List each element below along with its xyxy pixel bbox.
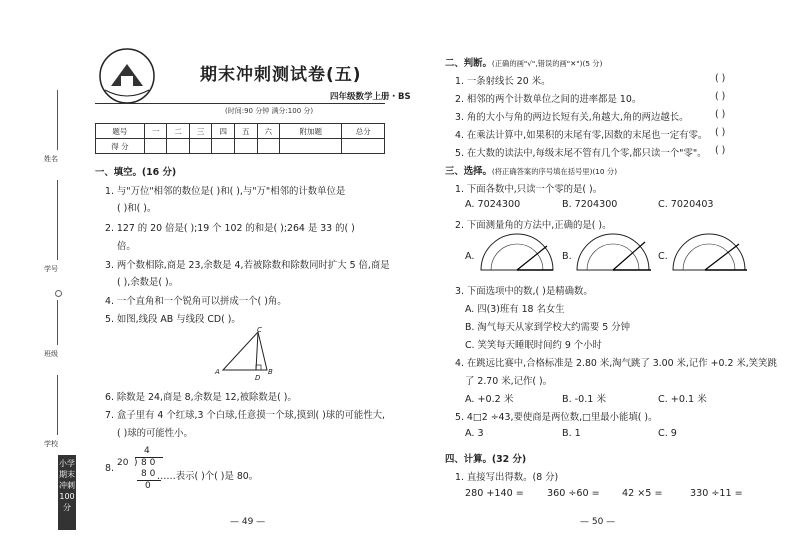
question-1: 1. 与"万位"相邻的数位是( )和( ),与"万"相邻的计数单位是 xyxy=(105,186,346,197)
option-c[interactable]: C. +0.1 米 xyxy=(658,394,707,405)
score-cell: 三 xyxy=(189,124,212,139)
page-number-right: — 50 — xyxy=(580,517,616,527)
strip-line xyxy=(57,90,58,150)
section-title: 二、判断。 xyxy=(445,58,492,69)
score-cell: 四 xyxy=(212,124,235,139)
option-c[interactable]: C. xyxy=(658,251,668,262)
point-label-c: C xyxy=(257,326,262,334)
judge-1-answer[interactable]: ( ) xyxy=(715,73,726,84)
score-input-cell[interactable] xyxy=(212,139,235,154)
score-cell: 一 xyxy=(144,124,167,139)
score-cell: 附加题 xyxy=(280,124,342,139)
score-header-row xyxy=(96,124,385,139)
option-a[interactable]: A. +0.2 米 xyxy=(465,394,514,405)
point-label-a: A xyxy=(215,368,220,376)
protractor-a xyxy=(477,232,557,274)
score-input-cell[interactable] xyxy=(257,139,280,154)
series-badge: 小学期末冲刺100分 xyxy=(58,455,76,530)
score-cell: 总分 xyxy=(342,124,385,139)
judge-3-answer[interactable]: ( ) xyxy=(715,109,726,120)
question-3: 3. 两个数相除,商是 23,余数是 4,若被除数和除数同时扩大 5 倍,商是 xyxy=(105,260,390,271)
question-1-cont: ( )和( )。 xyxy=(117,203,157,214)
point-label-d: D xyxy=(255,374,261,382)
question-6: 6. 除数是 24,商是 8,余数是 12,被除数是( )。 xyxy=(105,392,297,403)
score-input-cell[interactable] xyxy=(234,139,257,154)
judge-2-answer[interactable]: ( ) xyxy=(715,91,726,102)
score-input-cell[interactable] xyxy=(280,139,342,154)
protractor-c xyxy=(669,232,749,274)
choice-4: 4. 在跳远比赛中,合格标准是 2.80 米,淘气跳了 3.00 米,记作 +0.2 米,笑笑跳 xyxy=(455,358,777,369)
option-c[interactable]: C. 7020403 xyxy=(658,199,714,210)
division-quotient: 4 xyxy=(144,446,150,456)
score-cell: 二 xyxy=(167,124,190,139)
punch-hole xyxy=(55,290,62,297)
score-cell: 得 分 xyxy=(96,139,145,154)
strip-line xyxy=(57,375,58,435)
option-b[interactable]: B. xyxy=(562,251,572,262)
question-3-cont: ( ),余数是( )。 xyxy=(117,277,179,288)
question-5: 5. 如图,线段 AB 与线段 CD( )。 xyxy=(105,314,241,325)
judge-4-answer[interactable]: ( ) xyxy=(715,127,726,138)
score-table xyxy=(95,123,385,154)
option-b[interactable]: B. -0.1 米 xyxy=(562,394,607,405)
section-note: (将正确答案的序号填在括号里)(10 分) xyxy=(491,167,618,176)
score-cell: 五 xyxy=(234,124,257,139)
option-b[interactable]: B. 7204300 xyxy=(562,199,618,210)
name-label: 姓名 xyxy=(44,155,58,163)
section-calculation: 四、计算。(32 分) xyxy=(445,454,527,465)
option-a[interactable]: A. 3 xyxy=(465,428,484,439)
header-rule xyxy=(95,103,385,104)
score-input-cell[interactable] xyxy=(167,139,190,154)
score-input-cell[interactable] xyxy=(144,139,167,154)
score-cell: 题号 xyxy=(96,124,145,139)
judge-4: 4. 在乘法计算中,如果积的末尾有零,因数的末尾也一定有零。 xyxy=(455,130,708,141)
score-input-cell[interactable] xyxy=(342,139,385,154)
exam-meta: (时间:90 分钟 满分:100 分) xyxy=(225,107,314,115)
option-b[interactable]: B. 1 xyxy=(562,428,581,439)
division-product: 8 0 xyxy=(141,469,156,479)
choice-5: 5. 4□2 ÷43,要使商是两位数,□里最小能填( )。 xyxy=(455,412,658,423)
option-a[interactable]: A. 7024300 xyxy=(465,199,521,210)
calc-item[interactable]: 330 ÷11 = xyxy=(690,488,743,499)
question-8-number: 8. xyxy=(105,463,114,474)
judge-3: 3. 角的大小与角的两边长短有关,角越大,角的两边越长。 xyxy=(455,112,689,123)
exam-title: 期末冲刺测试卷(五) xyxy=(200,65,362,85)
judge-2: 2. 相邻的两个计数单位之间的进率都是 10。 xyxy=(455,94,642,105)
calc-item[interactable]: 360 ÷60 = xyxy=(547,488,600,499)
division-divisor: 20 xyxy=(117,458,129,468)
division-remainder: 0 xyxy=(145,481,151,491)
question-8-text: ……表示( )个( )是 80。 xyxy=(157,471,259,482)
choice-2: 2. 下面测量角的方法中,正确的是( )。 xyxy=(455,220,612,231)
judge-5: 5. 在大数的读法中,每级末尾不管有几个零,都只读一个"零"。 xyxy=(455,148,707,159)
option-a[interactable]: A. xyxy=(465,251,475,262)
calc-item[interactable]: 280 +140 = xyxy=(465,488,524,499)
class-label: 班级 xyxy=(44,350,58,358)
division-dividend: 8 0 xyxy=(141,458,156,468)
choice-3-option-b[interactable]: B. 淘气每天从家到学校大约需要 5 分钟 xyxy=(465,322,630,333)
division-bracket: ) xyxy=(134,458,138,468)
calc-instruction: 1. 直接写出得数。(8 分) xyxy=(455,472,559,483)
question-2-cont: 倍。 xyxy=(117,241,136,252)
triangle-figure xyxy=(215,324,275,382)
choice-4-cont: 了 2.70 米,记作( )。 xyxy=(465,376,552,387)
strip-line xyxy=(57,300,58,345)
section-fill-in: 一、填空。(16 分) xyxy=(95,167,177,178)
student-id-label: 学号 xyxy=(44,265,58,273)
calc-item[interactable]: 42 ×5 = xyxy=(622,488,663,499)
score-input-cell[interactable] xyxy=(189,139,212,154)
choice-3-option-c[interactable]: C. 笑笑每天睡眠时间约 9 个小时 xyxy=(465,340,602,351)
choice-3-option-a[interactable]: A. 四(3)班有 18 名女生 xyxy=(465,304,565,315)
score-value-row xyxy=(96,139,385,154)
grade-label: 四年级数学上册・BS xyxy=(330,92,411,102)
question-7-cont: ( )球的可能性小。 xyxy=(117,428,193,439)
protractor-b xyxy=(573,232,653,274)
question-2: 2. 127 的 20 倍是( );19 个 102 的和是( );264 是 33 的( ) xyxy=(105,223,355,234)
section-note: (正确的画"√",错误的画"✕")(5 分) xyxy=(491,59,603,68)
point-label-b: B xyxy=(268,368,273,376)
question-4: 4. 一个直角和一个锐角可以拼成一个( )角。 xyxy=(105,296,287,307)
judge-1: 1. 一条射线长 20 米。 xyxy=(455,76,551,87)
score-cell: 六 xyxy=(257,124,280,139)
section-choice xyxy=(445,163,617,177)
series-logo xyxy=(97,46,157,106)
strip-line xyxy=(57,180,58,260)
school-label: 学校 xyxy=(44,440,58,448)
option-c[interactable]: C. 9 xyxy=(658,428,677,439)
section-true-false xyxy=(445,55,602,69)
page-number-left: — 49 — xyxy=(230,517,266,527)
choice-1: 1. 下面各数中,只读一个零的是( )。 xyxy=(455,184,603,195)
judge-5-answer[interactable]: ( ) xyxy=(715,145,726,156)
question-7: 7. 盒子里有 4 个红球,3 个白球,任意摸一个球,摸到( )球的可能性大, xyxy=(105,410,386,421)
choice-3: 3. 下面选项中的数,( )是精确数。 xyxy=(455,286,593,297)
section-title: 三、选择。 xyxy=(445,166,492,177)
